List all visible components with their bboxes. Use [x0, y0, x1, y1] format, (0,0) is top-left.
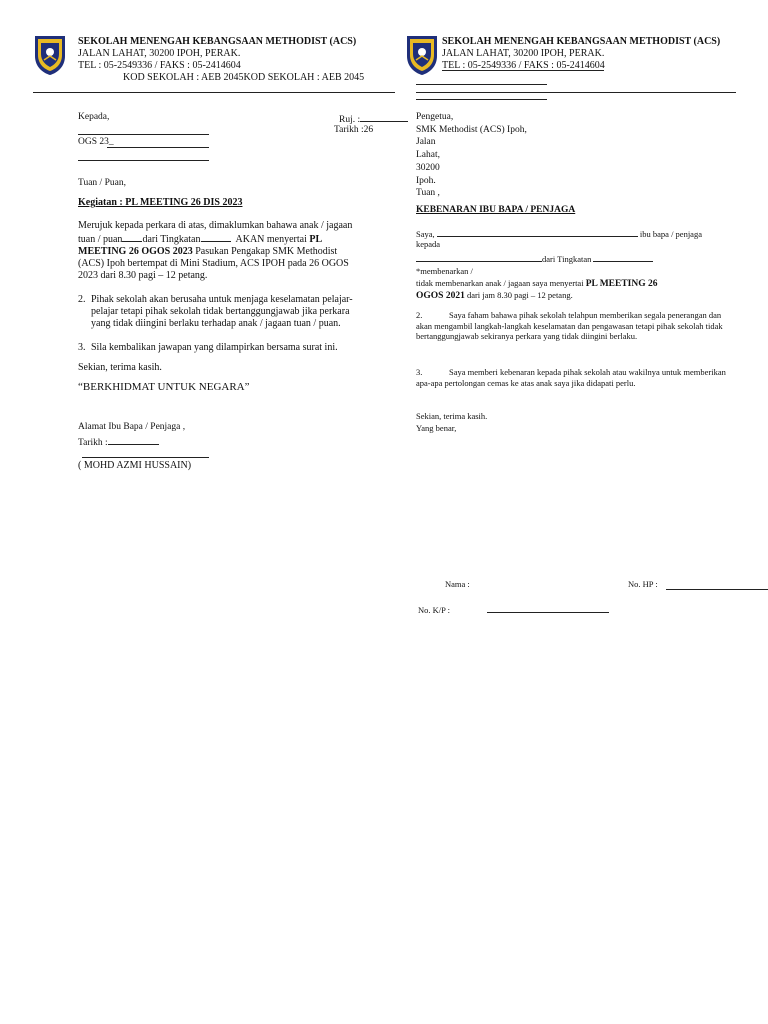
salutation: Tuan / Puan,	[78, 178, 126, 188]
school-crest-icon	[33, 34, 67, 76]
no-hp-label: No. HP :	[628, 579, 658, 589]
addressee-line: Ipoh.	[416, 175, 436, 186]
paragraph-1: Merujuk kepada perkara di atas, dimaklumkan bahawa anak / jagaan tuan / puan dari Tingkatan AKAN menyertai PL MEETING 26 OGOS 2023 Pasukan Pengakap SMK Methodist (ACS) Ipoh bertempat di Mini Stadium, ACS IPOH pada 26 OGOS 2023 dari 8.30 pagi – 12 petang.	[78, 220, 353, 281]
kegiatan-heading: Kegiatan : PL MEETING 26 DIS 2023	[78, 197, 243, 208]
membenarkan-label: *membenarkan /	[416, 266, 473, 276]
addressee-line: Lahat,	[416, 150, 441, 161]
no-kp-line	[487, 612, 609, 613]
addressee-line: SMK Methodist (ACS) Ipoh,	[416, 124, 527, 135]
item-2-text: Saya faham bahawa pihak sekolah telahpun memberikan segala penerangan dan akan mengambil langkah-langkah keselamatan dan pengawasan tetapi pihak sekolah tidak bertanggungjawab sekiranya perkara yang tidak diingini berlaku.	[416, 310, 723, 341]
closing: Sekian, terima kasih.	[416, 411, 488, 421]
addressee-line: Tuan ,	[416, 188, 440, 199]
ogs-ref: OGS 23_	[78, 137, 114, 147]
school-name: SEKOLAH MENENGAH KEBANGSAAN METHODIST (ACS)	[442, 36, 721, 47]
school-tel-faks: TEL : 05-2549336 / FAKS : 05-2414604	[442, 60, 605, 71]
kepada-label: Kepada,	[78, 112, 110, 122]
motto: “BERKHIDMAT UNTUK NEGARA”	[78, 381, 250, 393]
blank-line	[78, 134, 209, 135]
blank-line	[107, 147, 209, 148]
blank-line	[416, 99, 547, 100]
header-divider	[416, 92, 736, 93]
tarikh-2-label: Tarikh :	[78, 435, 159, 450]
nama-label: Nama :	[445, 579, 470, 589]
blank-line	[416, 84, 547, 85]
school-crest-icon	[405, 34, 439, 76]
item-3-text: Saya memberi kebenaran kepada pihak sekolah atau wakilnya untuk memberikan apa-apa pertolongan cemas ke atas anak saya jika didapati perlu.	[416, 367, 726, 388]
kepada-label: kepada	[416, 239, 441, 249]
saya-line: Saya, ibu bapa / penjaga	[416, 229, 702, 239]
school-name: SEKOLAH MENENGAH KEBANGSAAN METHODIST (ACS)	[78, 36, 357, 47]
tidak-membenarkan-line: tidak membenarkan anak / jagaan saya menyertai PL MEETING 26	[416, 278, 658, 289]
addressee-line: 30200	[416, 162, 440, 173]
yang-benar: Yang benar,	[416, 423, 457, 433]
closing: Sekian, terima kasih.	[78, 362, 162, 373]
alamat-label: Alamat Ibu Bapa / Penjaga ,	[78, 422, 186, 432]
kod-sekolah: KOD SEKOLAH : AEB 2045KOD SEKOLAH : AEB 2045	[123, 72, 365, 83]
addressee-line: Jalan	[416, 137, 436, 148]
kebenaran-heading: KEBENARAN IBU BAPA / PENJAGA	[416, 205, 576, 215]
item-2-number: 2.	[78, 294, 86, 305]
tarikh-label: Tarikh :26	[334, 125, 374, 135]
tingkatan-line: dari Tingkatan	[416, 252, 653, 265]
no-kp-label: No. K/P :	[418, 605, 451, 615]
header-divider	[33, 92, 395, 93]
ruj-label: Ruj. :	[339, 112, 408, 127]
blank-line	[78, 160, 209, 161]
addressee-block	[416, 111, 527, 200]
item-3-number: 3.	[78, 342, 86, 353]
addressee-line: Pengetua,	[416, 112, 454, 122]
item-3-number: 3.	[416, 367, 423, 377]
school-address: JALAN LAHAT, 30200 IPOH, PERAK.	[442, 48, 605, 59]
signatory-name: ( MOHD AZMI HUSSAIN)	[78, 460, 192, 471]
tel-underline	[442, 70, 604, 71]
school-address: JALAN LAHAT, 30200 IPOH, PERAK.	[78, 48, 241, 59]
no-hp-line	[666, 589, 768, 590]
ogos-line: OGOS 2021 dari jam 8.30 pagi – 12 petang.	[416, 290, 573, 301]
item-3-text: Sila kembalikan jawapan yang dilampirkan bersama surat ini.	[91, 342, 338, 353]
item-2-text: Pihak sekolah akan berusaha untuk menjaga keselamatan pelajar-pelajar tetapi pihak sekolah tidak bertanggungjawab jika perkara yang tidak diingini berlaku terhadap anak / jagaan tuan / puan.	[91, 294, 353, 329]
signature-line	[82, 457, 209, 458]
school-tel-faks: TEL : 05-2549336 / FAKS : 05-2414604	[78, 60, 241, 71]
item-2-number: 2.	[416, 310, 423, 320]
